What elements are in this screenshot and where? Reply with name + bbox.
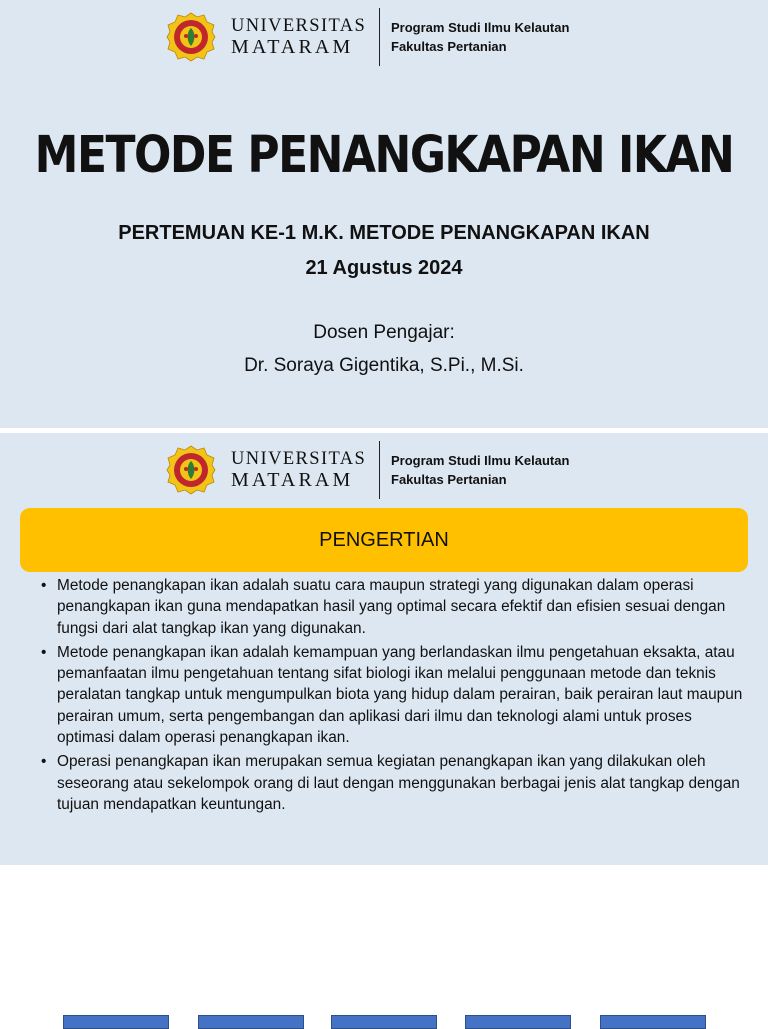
slide-header	[166, 11, 569, 63]
program-name: Program Studi Ilmu Kelautan	[391, 20, 570, 35]
definition-list	[40, 575, 748, 818]
program-info	[391, 451, 569, 489]
list-item	[40, 642, 748, 748]
list-item	[40, 575, 748, 639]
section-heading: PENGERTIAN	[319, 528, 449, 551]
title-slide	[0, 0, 768, 428]
definition-slide	[0, 433, 768, 865]
section-heading-banner	[20, 508, 748, 572]
university-name-line1: UNIVERSITAS	[231, 449, 367, 470]
slide-header	[166, 444, 569, 496]
faculty-name: Fakultas Pertanian	[391, 39, 507, 54]
university-seal-icon	[166, 445, 216, 495]
header-divider	[379, 8, 380, 66]
university-name-line2: MATARAM	[231, 35, 354, 58]
faculty-name: Fakultas Pertanian	[391, 472, 507, 487]
diagram-slide	[0, 870, 768, 1024]
slide-title: METODE PENANGKAPAN IKAN	[34, 126, 734, 185]
header-divider	[379, 441, 380, 499]
bullet-icon: •	[41, 643, 47, 661]
meeting-date: 21 Agustus 2024	[305, 257, 463, 279]
meeting-subtitle: PERTEMUAN KE-1 M.K. METODE PENANGKAPAN IKAN	[118, 222, 650, 244]
diagram-box	[198, 1015, 304, 1029]
diagram-box	[331, 1015, 437, 1029]
program-name: Program Studi Ilmu Kelautan	[391, 453, 570, 468]
program-info	[391, 18, 569, 56]
university-name	[231, 17, 371, 57]
lecturer-label: Dosen Pengajar:	[313, 322, 455, 343]
bullet-icon: •	[41, 577, 47, 594]
diagram-box	[600, 1015, 706, 1029]
list-item-text: Metode penangkapan ikan adalah suatu cara maupun strategi yang digunakan dalam operasi penangkapan ikan guna mendapatkan hasil yang optimal secara efektif dan efisien sesuai dengan fungsi dari alat tangkap ikan yang digunakan.	[57, 577, 726, 637]
list-item-text: Operasi penangkapan ikan merupakan semua kegiatan penangkapan ikan yang dilakukan oleh seseorang atau sekelompok orang di laut dengan menggunakan berbagai jenis alat tangkap dengan tujuan mendapatkan keuntungan.	[57, 753, 740, 813]
bullet-icon: •	[41, 753, 47, 771]
university-name-line1: UNIVERSITAS	[231, 16, 367, 37]
list-item-text: Metode penangkapan ikan adalah kemampuan yang berlandaskan ilmu pengetahuan eksakta, atau pemanfaatan ilmu pengetahuan tentang sifat biologi ikan melalui penggunaan metode dan teknis peralatan tangkap untuk mengumpulkan biota yang hidup dalam perairan, baik perairan laut maupun perairan umum, serta pengembangan dan aplikasi dari ilmu dan teknologi alami untuk proses optimasi dalam operasi penangkapan ikan.	[57, 643, 743, 747]
university-name-line2: MATARAM	[231, 468, 354, 491]
diagram-box	[63, 1015, 169, 1029]
diagram-box	[465, 1015, 571, 1029]
university-name	[231, 450, 371, 490]
lecturer-name: Dr. Soraya Gigentika, S.Pi., M.Si.	[244, 355, 524, 376]
list-item	[40, 751, 748, 815]
university-seal-icon	[166, 12, 216, 62]
